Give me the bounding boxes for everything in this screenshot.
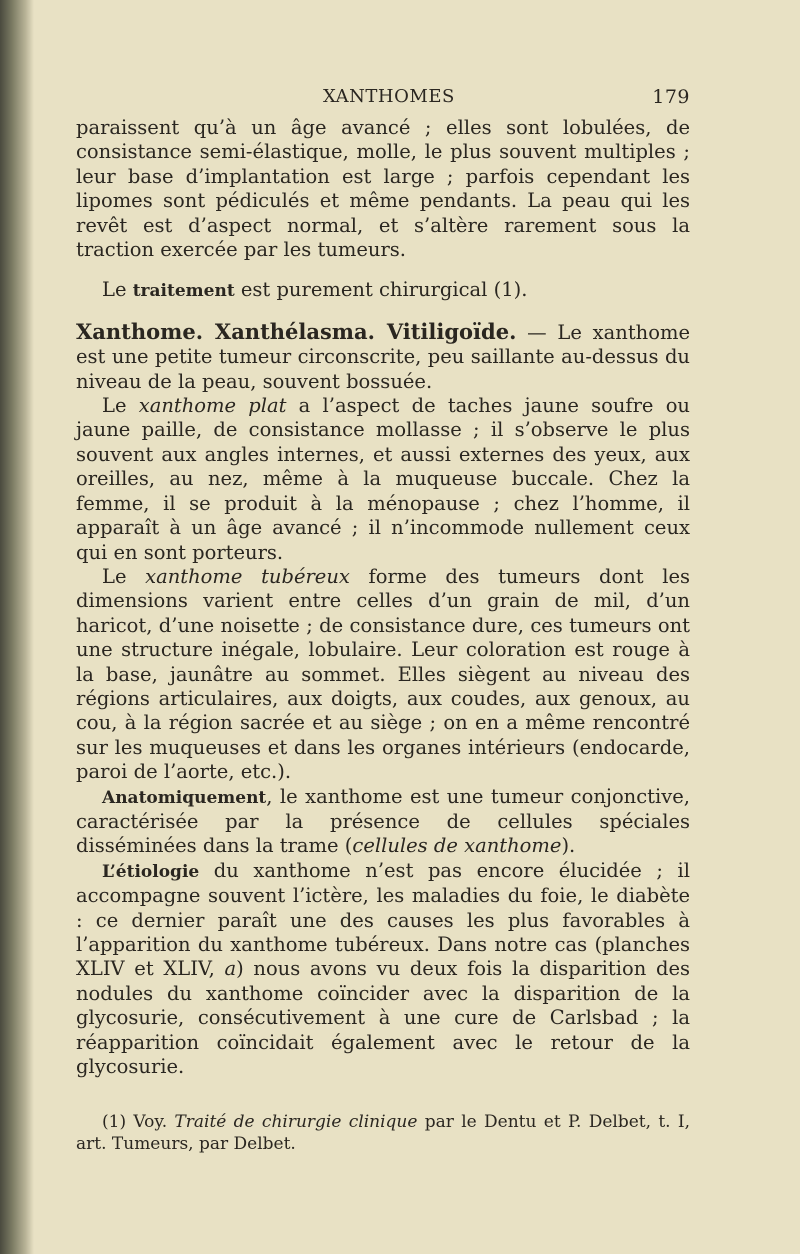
- section-heading-xanthome: Xanthome. Xanthélasma. Vitiligoïde.: [76, 318, 517, 344]
- text-run: Le: [102, 394, 139, 418]
- italic-term-xanthome-tubereux: xanthome tubéreux: [145, 564, 350, 588]
- text-run: forme des tumeurs dont les dimensions varient entre celles d’un grain de mil, d’un haricot, d’une noisette ; de consistance dure, ces tumeurs ont une structure inégale, lobulaire. Leur coloration est rouge à la base, jaunâtre au sommet. Elles siègent au niveau des régions articulaires, aux doigts, aux coudes, aux genoux, au cou, à la région sacrée et au siège ; on en a même rencontré sur les muqueuses et dans les organes intérieurs (endocarde, paroi de l’aorte, etc.).: [76, 564, 690, 784]
- paragraph-xanthome-plat: [76, 394, 690, 565]
- page-header: [76, 86, 690, 116]
- text-run: est purement chirurgical (1).: [234, 278, 528, 302]
- text-run: du xanthome n’est pas encore élucidée ; il accompagne souvent l’ictère, les maladies du foie, le diabète : ce dernier paraît une des causes les plus favorables à l’apparition du xanthome tubéreux. Dans notre cas (planches XLIV et XLIV,: [76, 858, 690, 981]
- italic-term-a: a: [224, 957, 237, 981]
- italic-book-title: Traité de chirurgie clinique: [174, 1112, 418, 1133]
- paragraph-xanthome-tubereux: [76, 565, 690, 785]
- paragraph-anatomie: [76, 785, 690, 859]
- page-number: 179: [652, 86, 690, 108]
- text-run: , le xanthome est une tumeur conjonctive, caractérisée par la présence de cellules spéciales disséminées dans la trame (: [76, 784, 690, 858]
- text-run: a l’aspect de taches jaune soufre ou jaune paille, de consistance mollasse ; il s’observe le plus souvent aux angles internes, et aussi externes des yeux, aux oreilles, au nez, même à la muqueuse buccale. Chez la femme, il se produit à la ménopause ; chez l’homme, il apparaît à un âge avancé ; il n’incommode nullement ceux qui en sont porteurs.: [76, 394, 690, 564]
- bold-term-etiologie: L’étiologie: [102, 861, 200, 882]
- text-run: — Le xanthome est une petite tumeur circonscrite, peu saillante au-dessus du niveau de la peau, souvent bossuée.: [76, 320, 691, 393]
- text-run: Le: [102, 564, 146, 588]
- footnote: [76, 1111, 690, 1155]
- text-run: Le: [102, 278, 133, 302]
- paragraph-lipomes: paraissent qu’à un âge avancé ; elles sont lobulées, de consistance semi-élastique, molle, le plus souvent multiples ; leur base d’implantation est large ; parfois cependant les lipomes sont pédiculés et même pendants. La peau qui les revêt est d’aspect normal, et s’altère rarement sous la traction exercée par les tumeurs.: [76, 116, 690, 262]
- bold-term-traitement: traitement: [132, 281, 235, 302]
- paragraph-xanthome-intro: [76, 320, 690, 394]
- text-run: par le Dentu et P. Delbet, t. I, art. Tumeurs, par Delbet.: [76, 1112, 690, 1155]
- italic-term-xanthome-plat: xanthome plat: [138, 394, 287, 418]
- italic-term-cellules: cellules de xanthome: [352, 834, 562, 858]
- text-run: ) nous avons vu deux fois la disparition des nodules du xanthome coïncider avec la disparition de la glycosurie, consécutivement à une cure de Carlsbad ; la réapparition coïncidait également avec le retour de la glycosurie.: [76, 957, 690, 1079]
- book-page: [76, 86, 690, 1155]
- paragraph-etiologie: [76, 859, 690, 1080]
- text-run: (1) Voy.: [102, 1112, 175, 1133]
- book-binding-shadow: [0, 0, 34, 1254]
- bold-term-anatomiquement: Anatomiquement: [102, 787, 267, 808]
- text-run: ).: [561, 834, 576, 858]
- running-title: XANTHOMES: [323, 86, 455, 107]
- paragraph-traitement: [76, 278, 690, 303]
